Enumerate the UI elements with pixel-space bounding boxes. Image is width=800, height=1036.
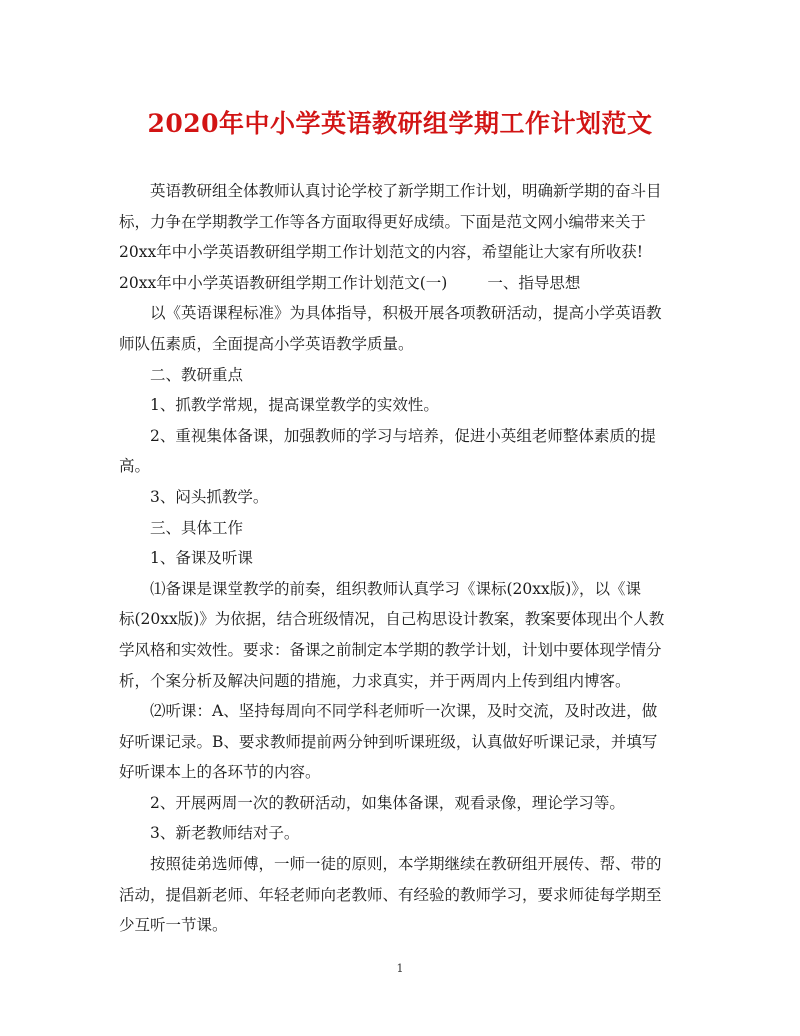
list-item: 1、抓教学常规，提高课堂教学的实效性。 [150, 396, 439, 415]
paragraph-line: ⑴备课是课堂教学的前奏，组织教师认真学习《课标(20xx版)》，以《课 [150, 579, 642, 598]
heading-research-focus: 二、教研重点 [150, 365, 244, 384]
heading-guiding-thought: 一、指导思想 [487, 273, 581, 292]
list-item: 3、新老教师结对子。 [150, 824, 300, 843]
paragraph-line: 20xx年中小学英语教研组学期工作计划范文的内容，希望能让大家有所收获! [119, 243, 643, 262]
paragraph-line: 英语教研组全体教师认真讨论学校了新学期工作计划，明确新学期的奋斗目 [150, 182, 662, 200]
paragraph-line: 少互听一节课。 [119, 916, 228, 935]
paragraph-line: 活动，提倡新老师、年轻老师向老教师、有经验的教师学习，要求师徒每学期至 [119, 885, 662, 904]
paragraph-line: 析，个案分析及解决问题的措施，力求真实，并于两周内上传到组内博客。 [119, 671, 631, 690]
list-item: 2、开展两周一次的教研活动，如集体备课，观看录像，理论学习等。 [150, 793, 625, 812]
document-title: 2020年中小学英语教研组学期工作计划范文 [147, 109, 653, 138]
paragraph-line: 好听课记录。B、要求教师提前两分钟到听课班级，认真做好听课记录，并填写 [119, 732, 658, 751]
paragraph-line: 学风格和实效性。要求：备课之前制定本学期的教学计划，计划中要体现学情分 [119, 640, 662, 659]
paragraph-line: 以《英语课程标准》为具体指导，积极开展各项教研活动，提高小学英语教 [150, 304, 662, 323]
page-number: 1 [396, 962, 404, 975]
paragraph-line: 按照徒弟选师傅，一师一徒的原则，本学期继续在教研组开展传、帮、带的 [150, 855, 662, 874]
list-item: 2、重视集体备课，加强教师的学习与培养，促进小英组老师整体素质的提 [150, 426, 656, 445]
list-item: 3、闷头抓教学。 [150, 487, 269, 506]
list-item: 1、备课及听课 [150, 549, 253, 568]
paragraph-line: 标，力争在学期教学工作等各方面取得更好成绩。下面是范文网小编带来关于 [119, 212, 647, 231]
paragraph-line: 师队伍素质，全面提高小学英语教学质量。 [119, 334, 414, 353]
paragraph-line: 高。 [119, 457, 151, 476]
paragraph-line-with-heading [119, 268, 681, 299]
heading-specific-work: 三、具体工作 [150, 518, 244, 537]
section-title-one: 20xx年中小学英语教研组学期工作计划范文(一) [119, 273, 448, 292]
paragraph-line: 好听课本上的各环节的内容。 [119, 763, 321, 782]
paragraph-line: 标(20xx版)》为依据，结合班级情况，自己构思设计教案，教案要体现出个人教 [119, 610, 665, 629]
paragraph-line: ⑵听课：A、坚持每周向不同学科老师听一次课，及时交流，及时改进，做 [150, 702, 658, 721]
document-body [119, 176, 681, 941]
